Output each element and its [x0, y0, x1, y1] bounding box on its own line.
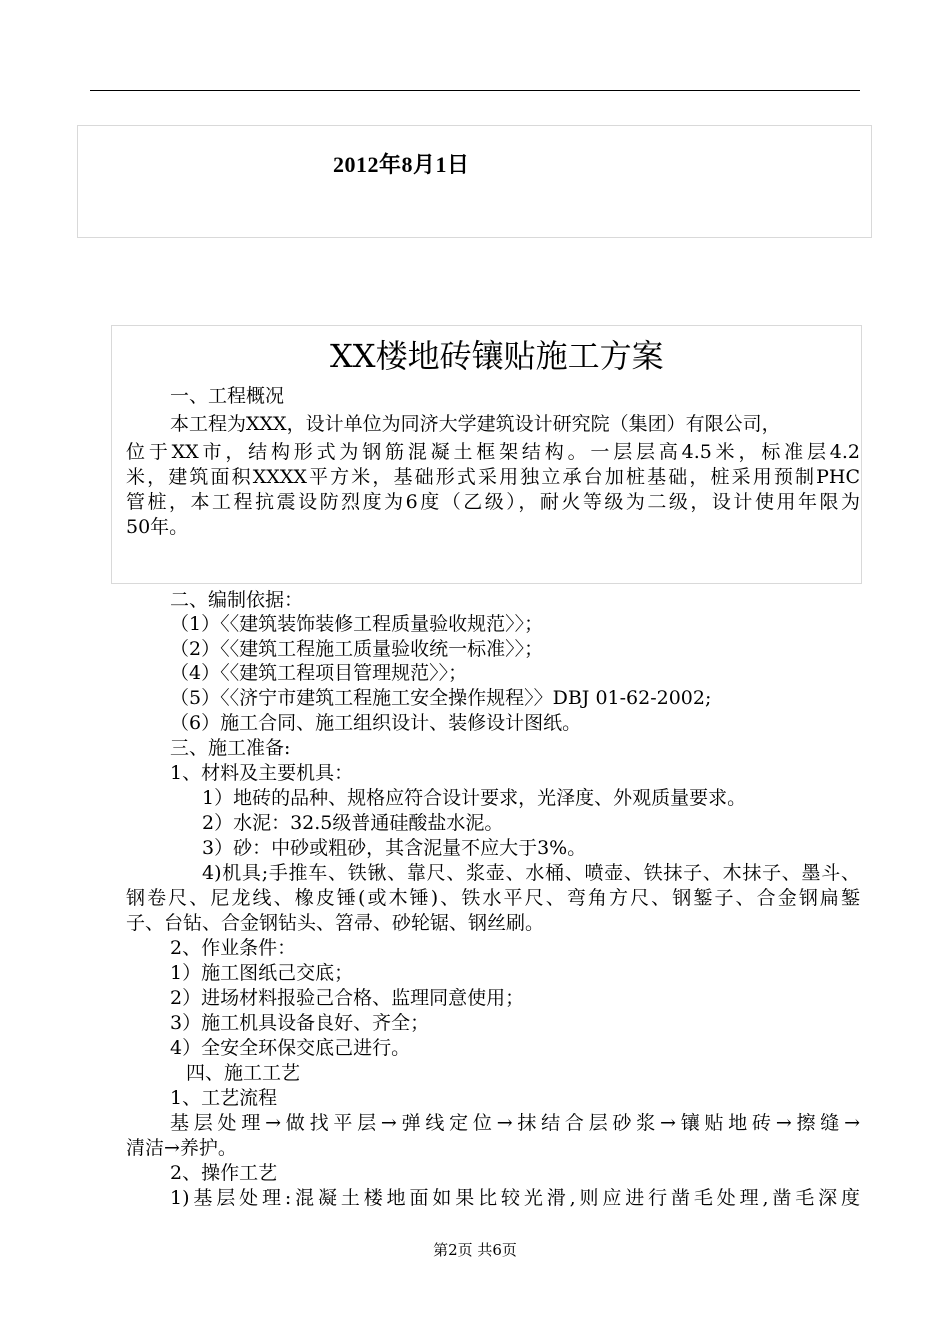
list-item: 4）全安全环保交底己进行。: [170, 1037, 411, 1059]
list-item: 2）水泥：32.5级普通硅酸盐水泥。: [202, 812, 504, 834]
list-item: （5）〈〈济宁市建筑工程施工安全操作规程〉〉DBJ 01-62-2002;: [170, 687, 712, 709]
list-item: 3）施工机具设备良好、齐全；: [170, 1012, 430, 1034]
list-item: （4）〈〈建筑工程项目管理规范〉〉；: [170, 662, 468, 684]
list-item: （1）〈〈建筑装饰装修工程质量验收规范〉〉；: [170, 613, 544, 635]
date-box: [77, 125, 872, 238]
paragraph-line: 子、台钻、合金钢钻头、笤帚、砂轮锯、钢丝刷。: [126, 912, 545, 934]
subheading-operation: 2、操作工艺: [170, 1162, 278, 1184]
page-number: 第2页 共6页: [433, 1241, 517, 1259]
list-item: 1）地砖的品种、规格应符合设计要求，光泽度、外观质量要求。: [202, 787, 747, 809]
section-heading-basis: 二、编制依据：: [170, 589, 304, 611]
paragraph-line: 钢卷尺、尼龙线、橡皮锤(或木锤)、铁水平尺、弯角方尺、钢錾子、合金钢扁錾: [126, 887, 860, 909]
paragraph-line: 本工程为XXX，设计单位为同济大学建筑设计研究院（集团）有限公司，: [170, 413, 781, 435]
paragraph-line: 清洁→养护。: [126, 1137, 237, 1159]
document-date: 2012年8月1日: [333, 152, 470, 177]
section-heading-preparation: 三、施工准备:: [170, 737, 291, 759]
list-item: （6）施工合同、施工组织设计、装修设计图纸。: [170, 712, 582, 734]
subheading-conditions: 2、作业条件：: [170, 937, 297, 959]
subheading-flow: 1、工艺流程: [170, 1087, 278, 1109]
paragraph-line: 4)机具;手推车、铁锹、靠尺、浆壶、水桶、喷壶、铁抹子、木抹子、墨斗、: [202, 862, 860, 884]
document-title: XX楼地砖镶贴施工方案: [330, 337, 664, 375]
list-item: 2）进场材料报验己合格、监理同意使用；: [170, 987, 525, 1009]
section-heading-process: 四、施工工艺: [186, 1062, 301, 1084]
list-item: （2）〈〈建筑工程施工质量验收统一标准〉〉；: [170, 638, 544, 660]
paragraph-line: 管桩，本工程抗震设防烈度为6度（乙级），耐火等级为二级，设计使用年限为: [126, 491, 860, 513]
paragraph-line: 50年。: [126, 516, 189, 538]
paragraph-line: 位于XX市，结构形式为钢筋混凝土框架结构。一层层高4.5米，标准层4.2: [126, 441, 860, 463]
subheading-materials: 1、材料及主要机具：: [170, 762, 354, 784]
list-item: 3）砂：中砂或粗砂，其含泥量不应大于3%。: [202, 837, 587, 859]
header-rule: [90, 90, 860, 91]
paragraph-line: 米，建筑面积XXXX平方米，基础形式采用独立承台加桩基础，桩采用预制PHC: [126, 466, 860, 488]
paragraph-line: 基层处理→做找平层→弹线定位→抹结合层砂浆→镶贴地砖→擦缝→: [170, 1112, 860, 1134]
list-item: 1）施工图纸己交底；: [170, 962, 354, 984]
paragraph-line: 1)基层处理:混凝土楼地面如果比较光滑,则应进行凿毛处理,凿毛深度: [170, 1187, 860, 1209]
section-heading-overview: 一、工程概况: [170, 385, 285, 407]
